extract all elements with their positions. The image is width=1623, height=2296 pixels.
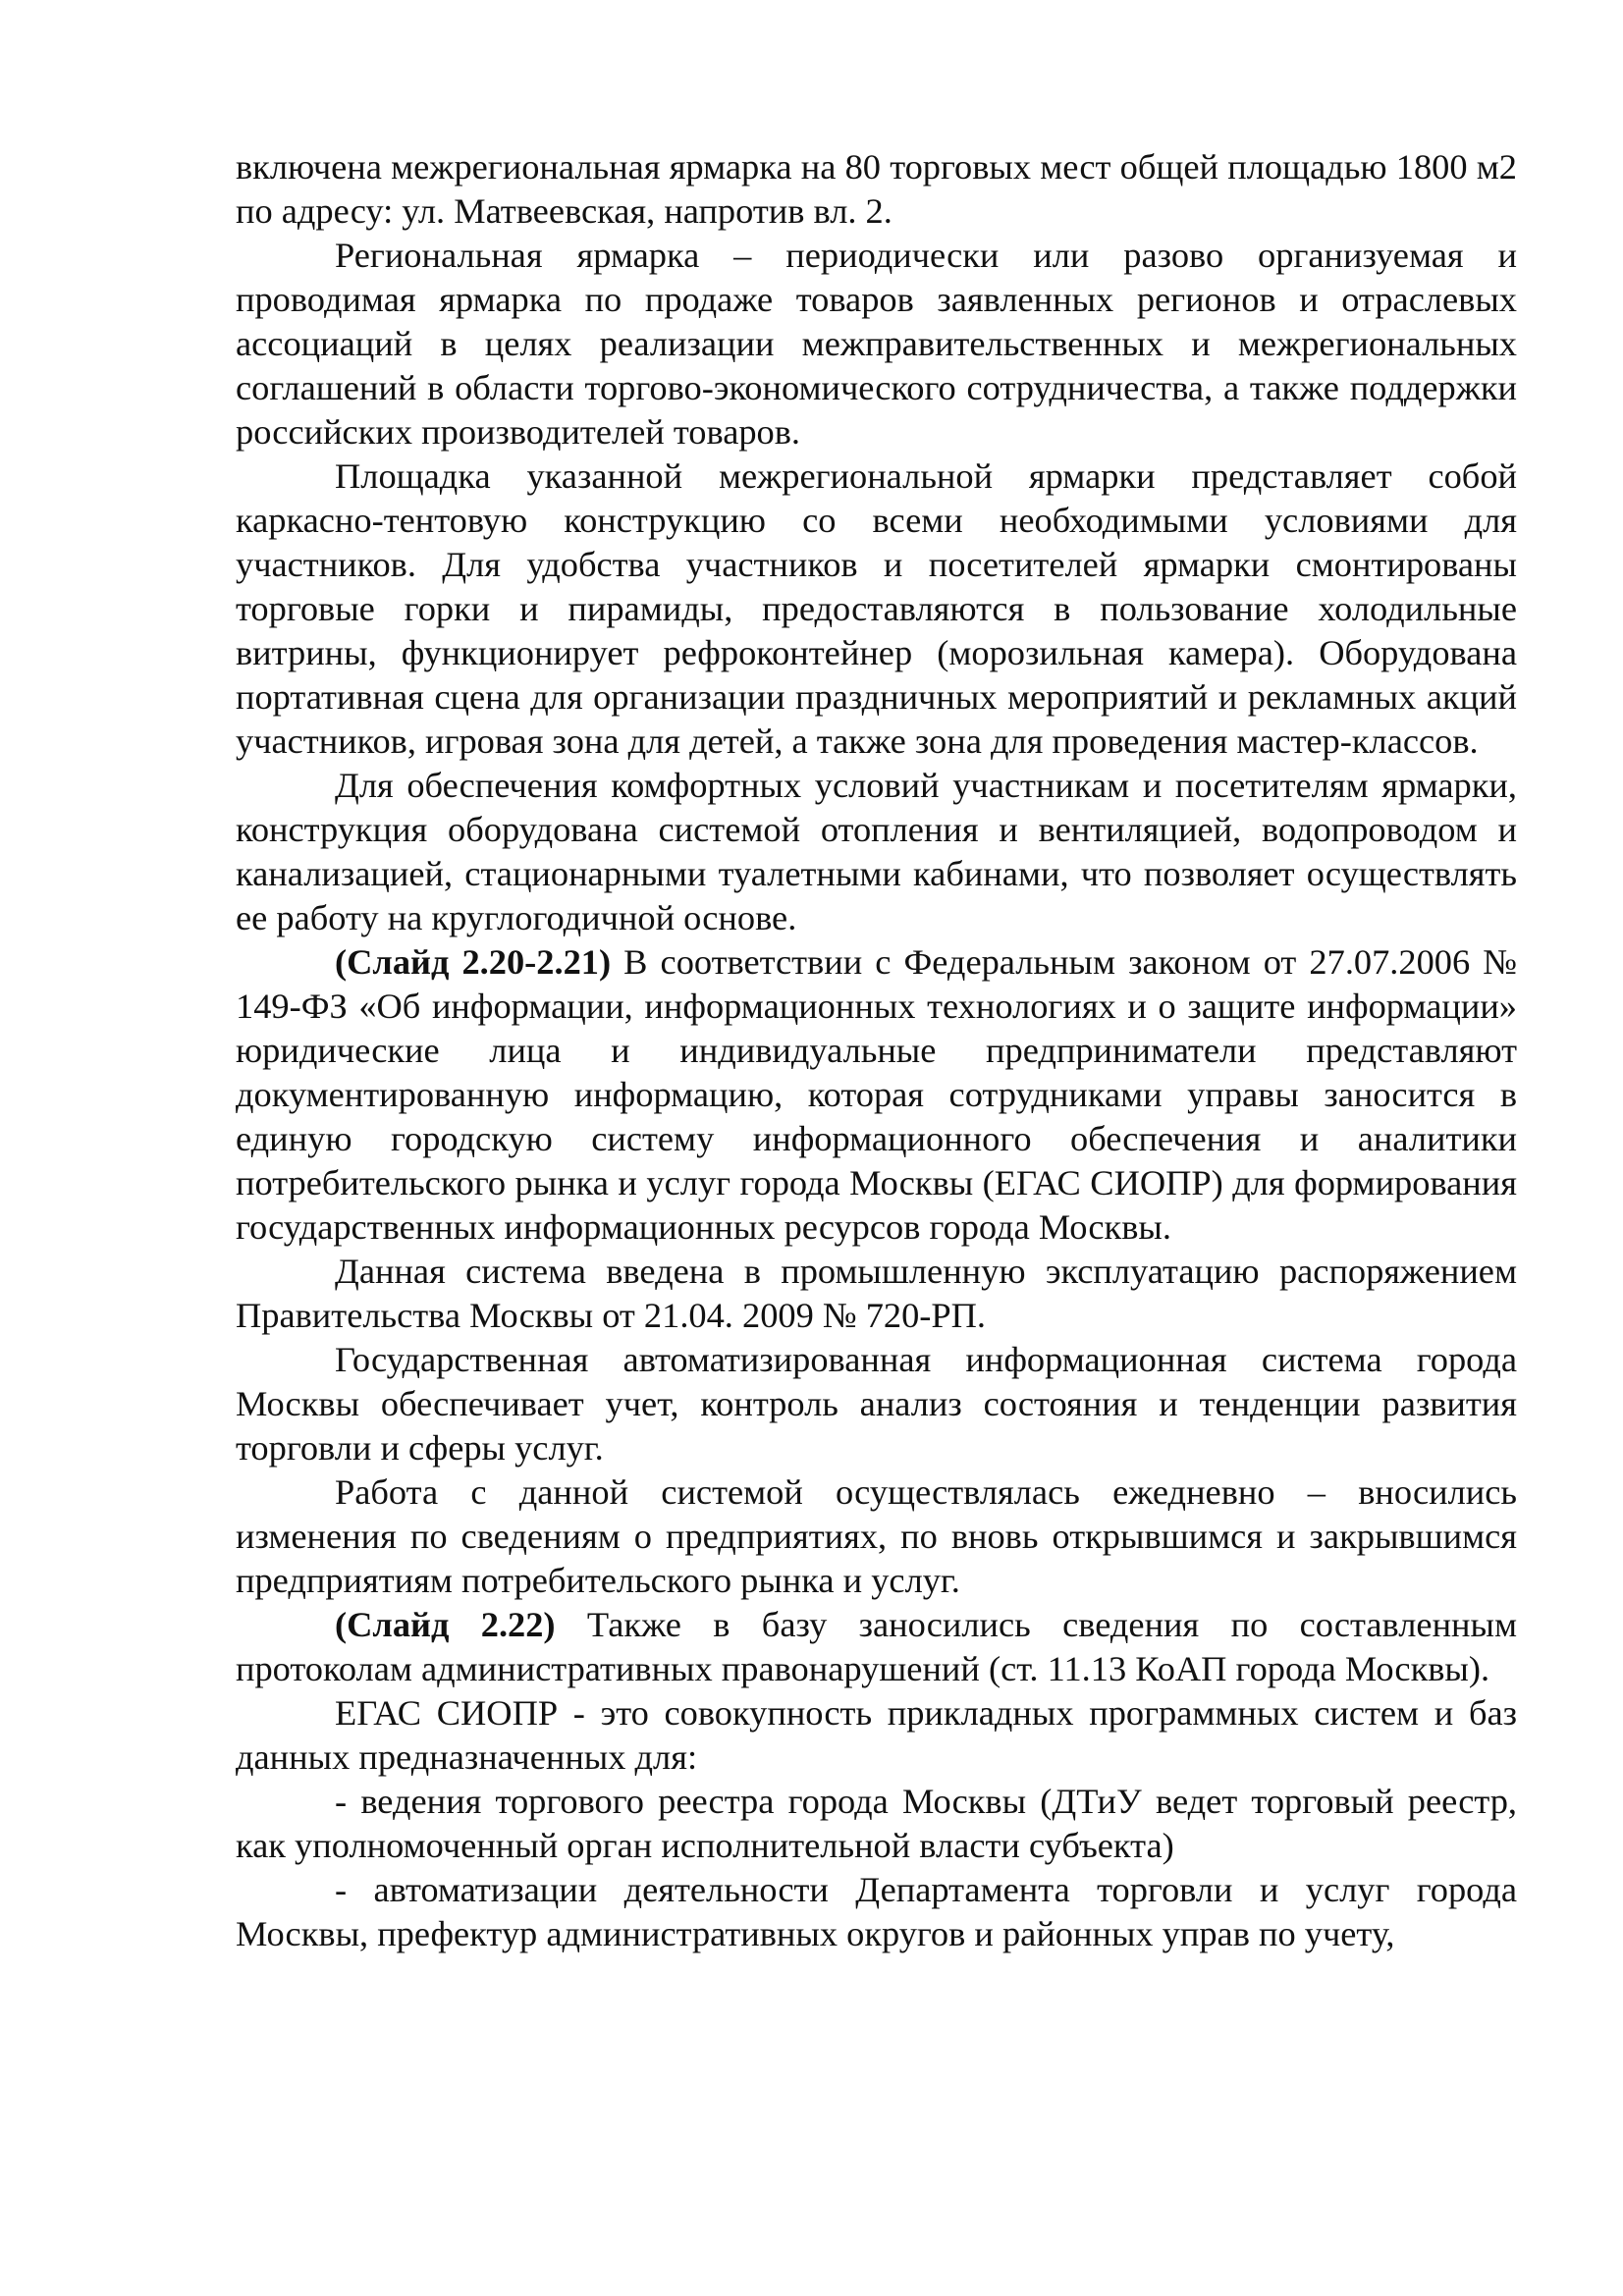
paragraph-list-item-trade-registry xyxy=(236,1780,1517,1868)
paragraph-lead-slide-ref: (Слайд 2.20-2.21) xyxy=(335,942,612,982)
document-page xyxy=(236,145,1517,1956)
paragraph-text: Площадка указанной межрегиональной ярмарки представляет собой каркасно-тентовую конструкцию со всеми необходимыми условиями для участников. Для удобства участников и посетителей ярмарки смонтированы торговые горки и пирамиды, предоставляются в пользование холодильные витрины, функционирует рефроконтейнер (морозильная камера). Оборудована портативная сцена для организации праздничных мероприятий и рекламных акций участников, игровая зона для детей, а также зона для проведения мастер-классов. xyxy=(236,456,1517,761)
paragraph-egas-definition xyxy=(236,1691,1517,1780)
paragraph-text: Работа с данной системой осуществлялась ежедневно – вносились изменения по сведениям о предприятиях, по вновь открывшимся и закрывшимся предприятиям потребительского рынка и услуг. xyxy=(236,1472,1517,1600)
paragraph-text: ЕГАС СИОПР - это совокупность прикладных программных систем и баз данных предназначенных для: xyxy=(236,1693,1517,1777)
paragraph-regional-fair-definition xyxy=(236,234,1517,454)
paragraph-text: Также в базу заносились сведения по составленным протоколам административных правонарушений (ст. 11.13 КоАП города Москвы). xyxy=(236,1605,1517,1688)
paragraph-text: Региональная ярмарка – периодически или разово организуемая и проводимая ярмарка по продаже товаров заявленных регионов и отраслевых ассоциаций в целях реализации межправительственных и межрегиональных соглашений в области торгово-экономического сотрудничества, а также поддержки российских производителей товаров. xyxy=(236,236,1517,452)
paragraph-text: Для обеспечения комфортных условий участникам и посетителям ярмарки, конструкция оборудована системой отопления и вентиляцией, водопроводом и канализацией, стационарными туалетными кабинами, что позволяет осуществлять ее работу на круглогодичной основе. xyxy=(236,766,1517,937)
paragraph-list-item-automation xyxy=(236,1868,1517,1956)
paragraph-daily-work xyxy=(236,1470,1517,1603)
paragraph-lead-slide-ref: (Слайд 2.22) xyxy=(335,1605,556,1644)
paragraph-fair-site-description xyxy=(236,454,1517,764)
paragraph-text: - ведения торгового реестра города Москвы (ДТиУ ведет торговый реестр, как уполномоченный орган исполнительной власти субъекта) xyxy=(236,1782,1517,1865)
paragraph-fair-location xyxy=(236,145,1517,234)
paragraph-text: Государственная автоматизированная информационная система города Москвы обеспечивает учет, контроль анализ состояния и тенденции развития торговли и сферы услуг. xyxy=(236,1340,1517,1468)
paragraph-text: Данная система введена в промышленную эксплуатацию распоряжением Правительства Москвы от 21.04. 2009 № 720-РП. xyxy=(236,1252,1517,1335)
paragraph-fair-comfort-conditions xyxy=(236,764,1517,940)
paragraph-system-commissioning xyxy=(236,1250,1517,1338)
paragraph-slide-2-20-federal-law xyxy=(236,940,1517,1250)
paragraph-text: В соответствии с Федеральным законом от 27.07.2006 № 149-ФЗ «Об информации, информационных технологиях и о защите информации» юридические лица и индивидуальные предприниматели представляют документированную информацию, которая сотрудниками управы заносится в единую городскую систему информационного обеспечения и аналитики потребительского рынка и услуг города Москвы (ЕГАС СИОПР) для формирования государственных информационных ресурсов города Москвы. xyxy=(236,942,1517,1247)
paragraph-slide-2-22-protocols xyxy=(236,1603,1517,1691)
paragraph-text: - автоматизации деятельности Департамента торговли и услуг города Москвы, префектур административных округов и районных управ по учету, xyxy=(236,1870,1517,1953)
paragraph-system-purpose xyxy=(236,1338,1517,1470)
paragraph-text: включена межрегиональная ярмарка на 80 торговых мест общей площадью 1800 м2 по адресу: ул. Матвеевская, напротив вл. 2. xyxy=(236,147,1517,231)
